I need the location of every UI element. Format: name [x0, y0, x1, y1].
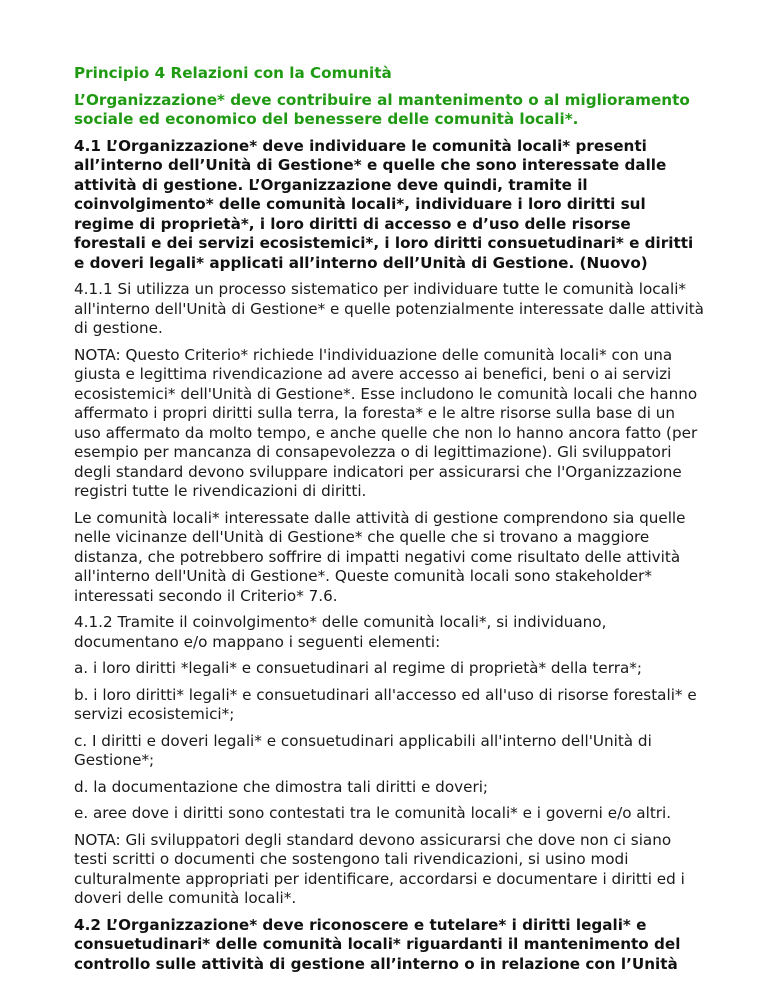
list-item-c: c. I diritti e doveri legali* e consuetudinari applicabili all'interno dell'Unità di Gestione*; — [74, 731, 652, 769]
document-page — [74, 64, 704, 981]
list-item-e: e. aree dove i diritti sono contestati tra le comunità locali* e i governi e/o altri. — [74, 804, 672, 822]
principle-title: Principio 4 Relazioni con la Comunità — [74, 64, 392, 82]
indicator-4-1-2: 4.1.2 Tramite il coinvolgimento* delle comunità locali*, si individuano, documentano e/o mappano i seguenti elementi: — [74, 613, 607, 651]
indicator-4-1-1: 4.1.1 Si utilizza un processo sistematico per individuare tutte le comunità locali* all'interno dell'Unità di Gestione* e quelle potenzialmente interessate dalle attività di gestione. — [74, 280, 704, 337]
list-item-d: d. la documentazione che dimostra tali diritti e doveri; — [74, 777, 489, 796]
note-paragraph-2: NOTA: Gli sviluppatori degli standard devono assicurarsi che dove non ci siano testi scritti o documenti che sostengono tali rivendicazioni, si usino modi culturalmente appropriati per identificare, accordarsi e documentare i diritti ed i doveri delle comunità locali*. — [74, 830, 685, 907]
criterion-4-2: 4.2 L’Organizzazione* deve riconoscere e tutelare* i diritti legali* e consuetudinari* delle comunità locali* riguardanti il mantenimento del controllo sulle attività di gestione all’interno o in relazione con l’Unità — [74, 915, 681, 973]
note-paragraph: NOTA: Questo Criterio* richiede l'individuazione delle comunità locali* con una giusta e legittima rivendicazione ad avere accesso ai benefici, beni o ai servizi ecosistemici* dell'Unità di Gestione*. Esse includono le comunità locali che hanno affermato i propri diritti sulla terra, la foresta* e le altre risorse sulla base di un uso affermato da molto tempo, e anche quelle che non lo hanno ancora fatto (per esempio per mancanza di consapevolezza o di legittimazione). Gli sviluppatori degli standard devono sviluppare indicatori per assicurarsi che l'Organizzazione registri tutte le rivendicazioni di diritti. — [74, 345, 698, 500]
body-paragraph: Le comunità locali* interessate dalle attività di gestione comprendono sia quelle nelle vicinanze dell'Unità di Gestione* che quelle che si trovano a maggiore distanza, che potrebbero soffrire di impatti negativi come risultato delle attività all'interno dell'Unità di Gestione*. Queste comunità locali sono stakeholder* interessati secondo il Criterio* 7.6. — [74, 508, 686, 605]
criterion-4-1: 4.1 L’Organizzazione* deve individuare le comunità locali* presenti all’interno dell’Unità di Gestione* e quelle che sono interessate dalle attività di gestione. L’Organizzazione deve quindi, tramite il coinvolgimento* delle comunità locali*, individuare i loro diritti sul regime di proprietà*, i loro diritti di accesso e d’uso delle risorse forestali e dei servizi ecosistemici*, i loro diritti consuetudinari* e diritti e doveri legali* applicati all’interno dell’Unità di Gestione. (Nuovo) — [74, 136, 694, 272]
list-item-a: a. i loro diritti *legali* e consuetudinari al regime di proprietà* della terra*; — [74, 659, 642, 677]
list-item-b: b. i loro diritti* legali* e consuetudinari all'accesso ed all'uso di risorse forestali* e servizi ecosistemici*; — [74, 685, 697, 723]
principle-statement: L’Organizzazione* deve contribuire al mantenimento o al miglioramento sociale ed economico del benessere delle comunità locali*. — [74, 90, 690, 128]
